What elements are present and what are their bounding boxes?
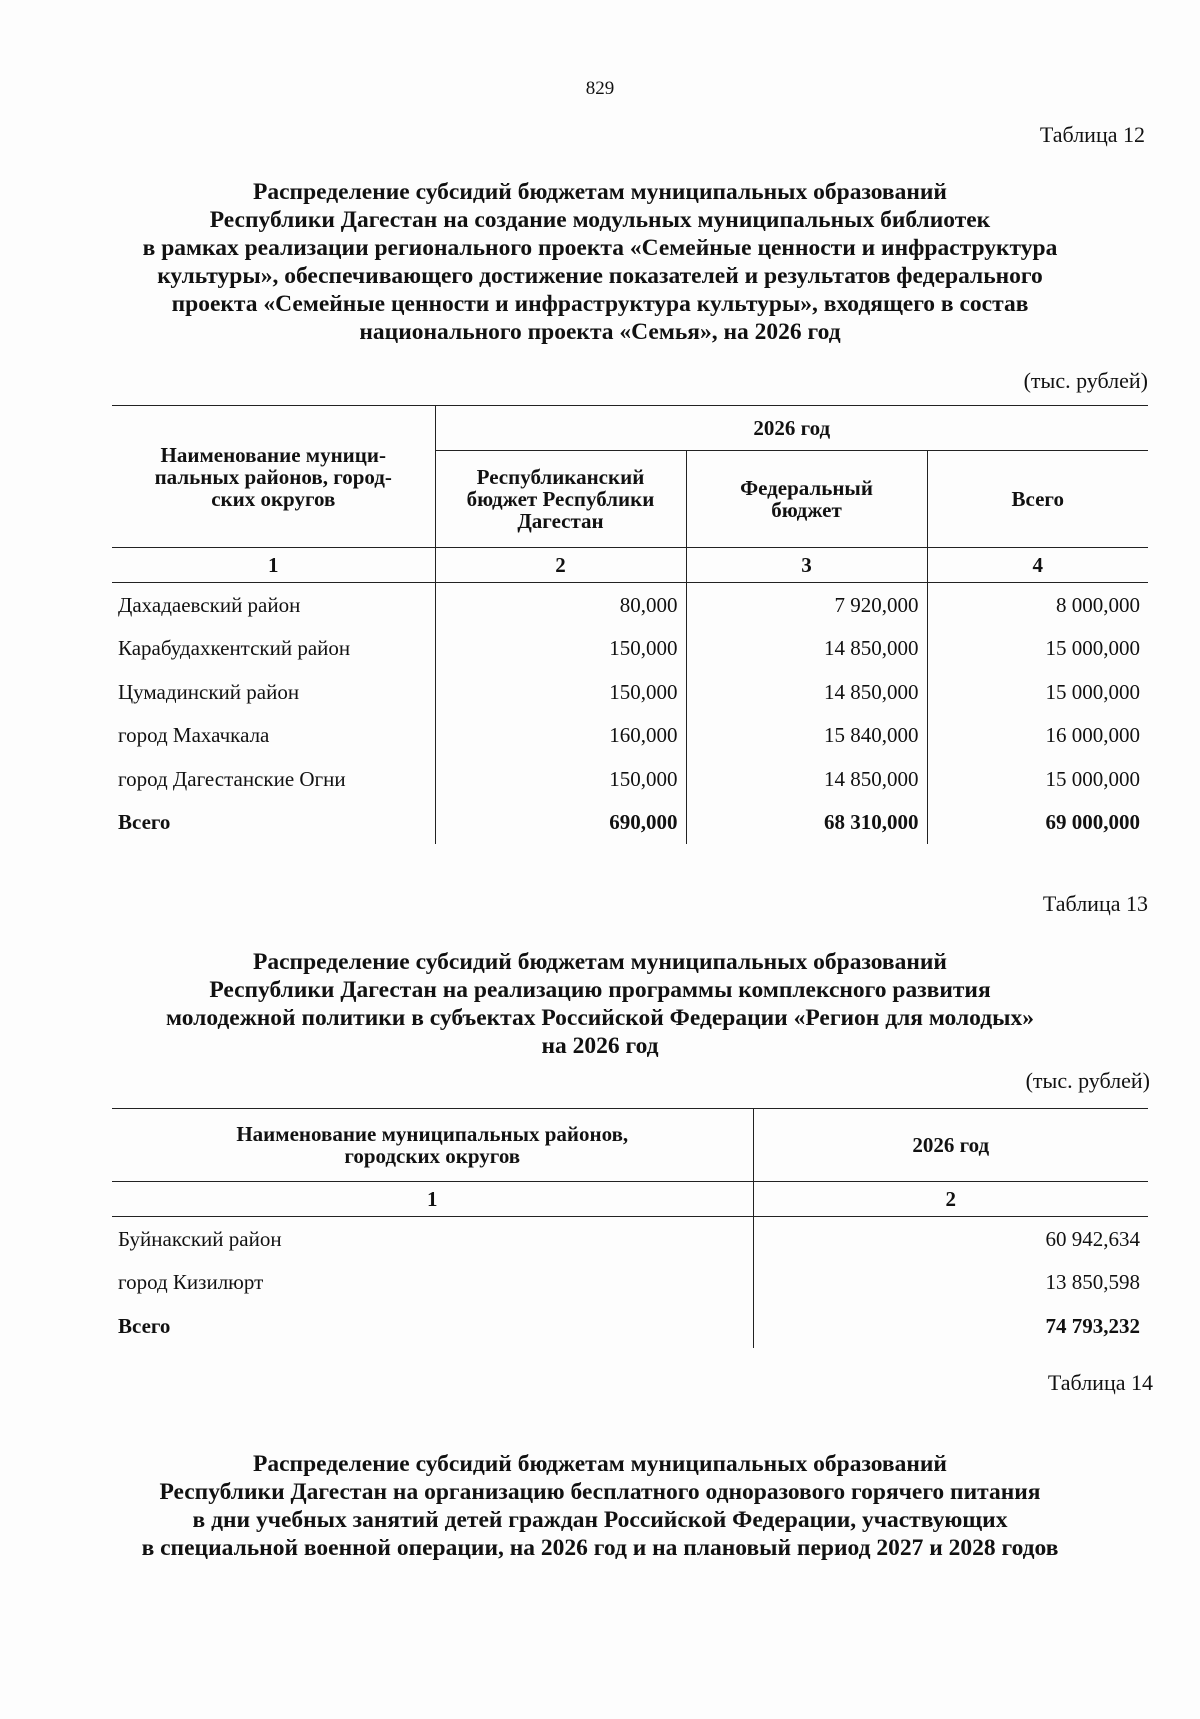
table12-units: (тыс. рублей)	[1023, 368, 1148, 393]
district-name: город Кизилюрт	[112, 1261, 753, 1305]
district-name: город Махачкала	[112, 714, 435, 758]
title-line: в дни учебных занятий детей граждан Российской Федерации, участвующих	[192, 1507, 1008, 1533]
federal-total: 68 310,000	[686, 801, 927, 845]
district-name: город Дагестанские Огни	[112, 757, 435, 801]
total-label: Всего	[112, 1304, 753, 1348]
table13-units: (тыс. рублей)	[1025, 1068, 1150, 1093]
republican-value: 160,000	[435, 714, 686, 758]
title-line: Распределение субсидий бюджетам муниципальных образований	[253, 949, 947, 975]
table12-caption: Таблица 12	[1039, 122, 1145, 147]
total-value: 15 000,000	[1045, 766, 1140, 791]
title-line: Республики Дагестан на организацию бесплатного одноразового горячего питания	[159, 1479, 1041, 1505]
title-line: Распределение субсидий бюджетам муниципальных образований	[253, 179, 947, 205]
federal-value: 14 850,000	[686, 670, 927, 714]
table12-title	[100, 178, 1100, 346]
table-row	[112, 627, 1148, 671]
republican-value: 80,000	[435, 583, 686, 627]
table12	[112, 405, 1148, 844]
table-row	[112, 757, 1148, 801]
header-republican-budget: Республиканский бюджет Республики Дагестан	[435, 451, 686, 548]
table-row	[112, 1261, 1148, 1305]
federal-value: 7 920,000	[686, 583, 927, 627]
title-line: Республики Дагестан на создание модульных муниципальных библиотек	[209, 207, 991, 233]
title-line: молодежной политики в субъектах Российской Федерации «Регион для молодых»	[166, 1005, 1034, 1031]
title-line: на 2026 год	[541, 1033, 659, 1059]
district-name: Карабудахкентский район	[112, 627, 435, 671]
header-federal-budget: Федеральный бюджет	[686, 451, 927, 548]
amount-value: 13 850,598	[1045, 1270, 1140, 1295]
table14-caption: Таблица 14	[1047, 1370, 1153, 1395]
total-row	[112, 1304, 1148, 1348]
republican-value: 150,000	[435, 757, 686, 801]
column-number: 4	[927, 548, 1148, 583]
grand-total: 74 793,232	[1045, 1313, 1140, 1338]
column-number: 1	[112, 1182, 753, 1217]
page-number: 829	[585, 78, 615, 99]
district-name: Цумадинский район	[112, 670, 435, 714]
total-value: 16 000,000	[1045, 723, 1140, 748]
header-year: 2026 год	[435, 406, 1148, 451]
republican-value: 150,000	[435, 670, 686, 714]
amount-value: 60 942,634	[1045, 1226, 1140, 1251]
table13	[112, 1108, 1148, 1348]
table-row	[112, 714, 1148, 758]
title-line: Республики Дагестан на реализацию программы комплексного развития	[209, 977, 991, 1003]
federal-value: 14 850,000	[686, 757, 927, 801]
table13-caption: Таблица 13	[1042, 891, 1148, 916]
title-line: Распределение субсидий бюджетам муниципальных образований	[253, 1451, 947, 1477]
header-total: Всего	[927, 451, 1148, 548]
grand-total: 69 000,000	[1045, 810, 1140, 835]
district-name: Буйнакский район	[112, 1217, 753, 1261]
total-value: 15 000,000	[1045, 679, 1140, 704]
table14-title	[100, 1450, 1100, 1562]
column-number: 3	[686, 548, 927, 583]
federal-value: 14 850,000	[686, 627, 927, 671]
total-value: 15 000,000	[1045, 636, 1140, 661]
column-number: 1	[112, 548, 435, 583]
title-line: в рамках реализации регионального проекта «Семейные ценности и инфраструктура	[142, 235, 1058, 261]
title-line: национального проекта «Семья», на 2026 год	[359, 319, 841, 345]
total-label: Всего	[112, 801, 435, 845]
header-year: 2026 год	[753, 1109, 1148, 1182]
table-row	[112, 583, 1148, 627]
district-name: Дахадаевский район	[112, 583, 435, 627]
republican-value: 150,000	[435, 627, 686, 671]
header-name: Наименование муници- пальных районов, город- ских округов	[112, 406, 435, 548]
title-line: в специальной военной операции, на 2026 год и на плановый период 2027 и 2028 годов	[141, 1535, 1059, 1561]
column-number: 2	[753, 1182, 1148, 1217]
table-row	[112, 670, 1148, 714]
column-number: 2	[435, 548, 686, 583]
table13-title	[100, 948, 1100, 1060]
header-name: Наименование муниципальных районов, городских округов	[112, 1109, 753, 1182]
federal-value: 15 840,000	[686, 714, 927, 758]
table-row	[112, 1217, 1148, 1261]
title-line: культуры», обеспечивающего достижение показателей и результатов федерального	[157, 263, 1043, 289]
total-value: 8 000,000	[1056, 592, 1140, 617]
title-line: проекта «Семейные ценности и инфраструктура культуры», входящего в состав	[171, 291, 1029, 317]
total-row	[112, 801, 1148, 845]
republican-total: 690,000	[435, 801, 686, 845]
